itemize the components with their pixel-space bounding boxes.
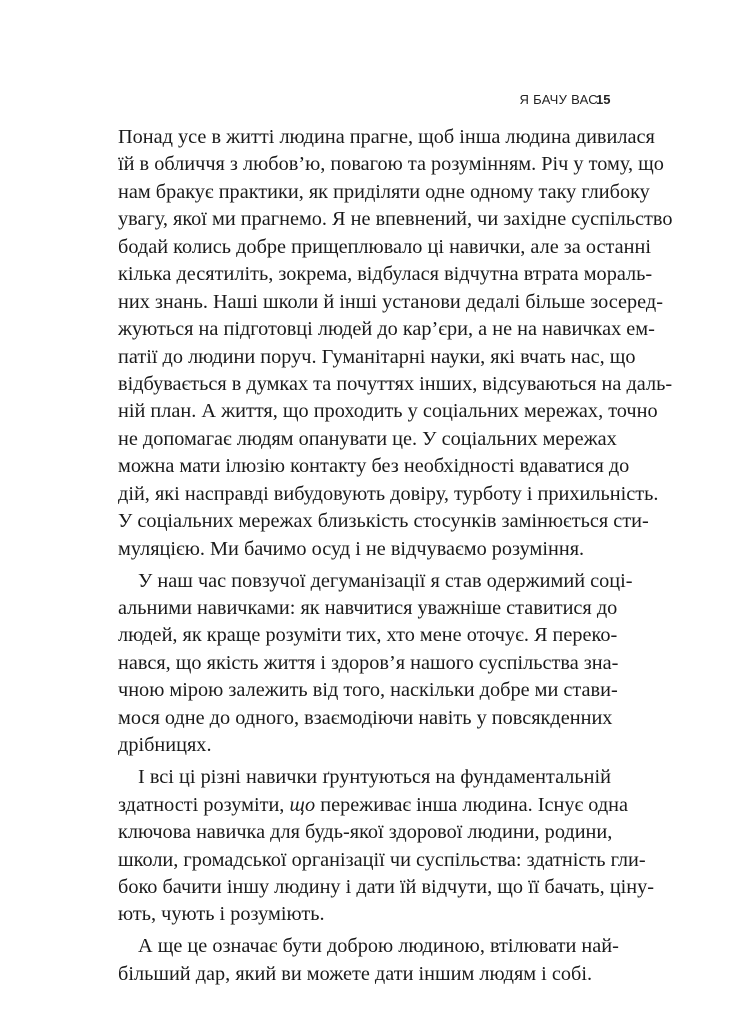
text-line: ключова навичка для будь-якої здорової людини, родини, [118,821,613,844]
text-line: У соціальних мережах близькість стосунків замінюється сти- [118,510,649,533]
text-line: чною мірою залежить від того, наскільки добре ми стави- [118,679,618,702]
running-title: Я БАЧУ ВАС [519,92,598,107]
text-line: ній план. А життя, що проходить у соціальних мережах, точно [118,400,658,423]
running-header [0,92,732,112]
text-segment: здатності розуміти, [118,793,290,816]
text-line: альними навичками: як навчитися уважніше ставитися до [118,597,618,620]
body-text [118,124,673,993]
text-line: людей, як краще розуміти тих, хто мене оточує. Я переко- [118,624,618,647]
text-line: І всі ці різні навички ґрунтуються на фундаментальній [138,766,611,789]
text-line: відбувається в думках та почуттях інших, відсуваються на даль- [118,372,673,395]
text-line: не допомагає людям опанувати це. У соціальних мережах [118,427,617,450]
text-line [118,792,629,819]
paragraph-2 [118,568,633,760]
text-line: ють, чують і розуміють. [118,903,325,926]
paragraph-3 [118,764,655,929]
paragraph-4 [118,933,619,988]
text-line: боко бачити іншу людину і дати їй відчути, що її бачать, ціну- [118,876,655,898]
text-line: можна мати ілюзію контакту без необхідності вдаватися до [118,455,630,478]
text-line: більший дар, який ви можете дати іншим людям і собі. [118,962,593,985]
text-line: муляцією. Ми бачимо осуд і не відчуваємо розуміння. [118,537,585,560]
text-line: дій, які насправді вибудовують довіру, турботу і прихильність. [118,482,659,505]
text-line: дрібницях. [118,734,212,757]
text-segment: переживає інша людина. Існує одна [315,793,629,816]
text-line: увагу, якої ми прагнемо. Я не впевнений, чи західне суспільство [118,208,673,231]
text-line: У наш час повзучої дегуманізації я став одержимий соці- [138,569,633,592]
text-line: Понад усе в житті людина прагне, щоб інша людина дивилася [118,126,655,148]
text-line: нався, що якість життя і здоров’я нашого суспільства зна- [118,651,619,674]
text-line: патії до людини поруч. Гуманітарні науки, які вчать нас, що [118,345,636,368]
text-line: бодай колись добре прищеплювало ці навички, але за останні [118,235,651,258]
text-line: школи, громадської організації чи суспільства: здатність гли- [118,848,646,871]
text-line: їй в обличчя з любов’ю, повагою та розумінням. Річ у тому, що [118,153,664,176]
text-line: мося одне до одного, взаємодіючи навіть у повсякденних [118,706,613,729]
text-line: жуються на підготовці людей до кар’єри, а не на навичках ем- [118,318,655,341]
page-number: 15 [596,92,611,107]
emphasis-text: що [289,793,316,816]
text-line: нам бракує практики, як приділяти одне одному таку глибоку [118,180,650,203]
text-line: А ще це означає бути доброю людиною, втілювати най- [138,935,619,958]
text-line: них знань. Наші школи й інші установи дедалі більше зосеред- [118,290,663,313]
text-line: кілька десятиліть, зокрема, відбулася відчутна втрата мораль- [118,263,653,286]
paragraph-1 [118,124,673,563]
